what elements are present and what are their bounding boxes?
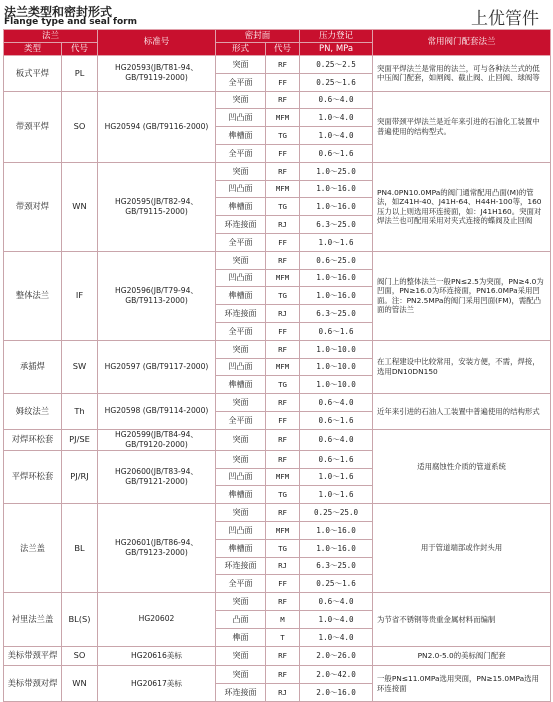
table-body [4,56,551,702]
seal-code: FF [266,144,300,162]
flange-code: BL(S) [62,593,98,646]
seal-form: 突面 [216,450,266,468]
table-row [4,91,551,109]
application-note: 突面带颈平焊法兰是近年来引进的石油化工装置中普遍使用的结构型式。 [373,91,551,162]
seal-code: TG [266,486,300,504]
pressure-range: 1.0～4.0 [300,610,373,628]
seal-form: 突面 [216,91,266,109]
pressure-range: 1.0～1.6 [300,233,373,251]
seal-form: 全平面 [216,233,266,251]
seal-form: 榫槽面 [216,287,266,305]
table-row [4,646,551,666]
pressure-range: 0.6～1.6 [300,144,373,162]
table-row [4,429,551,450]
seal-form: 突面 [216,56,266,74]
pressure-range: 1.0～16.0 [300,287,373,305]
header-pressure-unit: PN, MPa [300,43,373,56]
seal-form: 凸面 [216,610,266,628]
seal-code: RF [266,429,300,450]
pressure-range: 0.6～25.0 [300,251,373,269]
pressure-range: 1.0～16.0 [300,180,373,198]
header-seal-code: 代号 [266,43,300,56]
pressure-range: 0.6～4.0 [300,429,373,450]
flange-code: IF [62,251,98,340]
standard-number: HG20599(JB/T84-94、GB/T9120-2000) [98,429,216,450]
application-note: 适用腐蚀性介质的管道系统 [373,429,551,503]
page-subtitle: Flange type and seal form [4,17,137,27]
flange-type: 整体法兰 [4,251,62,340]
seal-form: 突面 [216,251,266,269]
flange-code: SO [62,91,98,162]
flange-code: SW [62,340,98,393]
seal-code: FF [266,73,300,91]
pressure-range: 6.3～25.0 [300,216,373,234]
seal-form: 突面 [216,504,266,522]
header-standard: 标准号 [98,30,216,56]
application-note: 阀门上的整体法兰一般PN≤2.5为突面，PN≥4.0为凹面，PN≥16.0为环连接面，PN16.0MPa采用凹面。注：PN2.5MPa的阀门采用凹面(FM)，需配凸面的管法兰 [373,251,551,340]
brand-logo-text: 上优管件 [471,9,539,29]
pressure-range: 1.0～4.0 [300,109,373,127]
pressure-range: 2.0～16.0 [300,684,373,702]
seal-code: FF [266,575,300,593]
seal-form: 全平面 [216,73,266,91]
seal-form: 凹凸面 [216,180,266,198]
seal-form: 榫面 [216,628,266,646]
application-note: PN2.0-5.0的美标阀门配套 [373,646,551,666]
pressure-range: 0.25～1.6 [300,575,373,593]
seal-code: RF [266,593,300,611]
seal-code: TG [266,127,300,145]
flange-code: WN [62,666,98,702]
seal-code: RJ [266,305,300,323]
flange-type: 美标带颈对焊 [4,666,62,702]
seal-form: 环连接面 [216,216,266,234]
application-note: PN4.0PN10.0MPa的阀门通常配用凸面(M)的管法，如Z41H-40、J41H-64、H44H-100等，160压力以上则选用环连接面，如：J41H160。突面对焊法兰也可配用采用对夹式连接的蝶阀及止回阀 [373,162,551,251]
table-row [4,162,551,180]
application-note: 近年来引进的石油人工装置中普遍使用的结构形式 [373,394,551,430]
pressure-range: 1.0～4.0 [300,628,373,646]
seal-code: RF [266,646,300,666]
seal-form: 全平面 [216,322,266,340]
pressure-range: 6.3～25.0 [300,557,373,575]
seal-code: RF [266,504,300,522]
header-code: 代号 [62,43,98,56]
seal-form: 突面 [216,394,266,412]
table-row [4,251,551,269]
seal-code: RJ [266,216,300,234]
seal-code: MFM [266,180,300,198]
seal-code: RJ [266,684,300,702]
flange-type: 法兰盖 [4,504,62,593]
seal-code: TG [266,198,300,216]
header-type: 类型 [4,43,62,56]
seal-form: 凹凸面 [216,358,266,376]
pressure-range: 2.0～26.0 [300,646,373,666]
seal-form: 全平面 [216,575,266,593]
standard-number: HG20617美标 [98,666,216,702]
pressure-range: 0.6～4.0 [300,91,373,109]
pressure-range: 0.6～1.6 [300,322,373,340]
pressure-range: 0.25～25.0 [300,504,373,522]
seal-form: 榫槽面 [216,198,266,216]
seal-code: RF [266,162,300,180]
header-application: 常用阀门配套法兰 [373,30,551,56]
seal-form: 突面 [216,593,266,611]
standard-number: HG20602 [98,593,216,646]
pressure-range: 1.0～16.0 [300,521,373,539]
application-note: 突面平焊法兰是常用的法兰，可与各种法兰式的低中压阀门配套，如闸阀、截止阀、止回阀、球阀等 [373,56,551,92]
seal-code: RF [266,56,300,74]
seal-code: M [266,610,300,628]
seal-code: MFM [266,521,300,539]
flange-code: WN [62,162,98,251]
pressure-range: 1.0～1.6 [300,486,373,504]
flange-type: 承插焊 [4,340,62,393]
seal-form: 突面 [216,646,266,666]
flange-type: 衬里法兰盖 [4,593,62,646]
seal-code: RF [266,666,300,684]
pressure-range: 1.0～10.0 [300,376,373,394]
standard-number: HG20593(JB/T81-94、GB/T9119-2000) [98,56,216,92]
seal-form: 榫槽面 [216,486,266,504]
flange-code: Th [62,394,98,430]
table-row [4,593,551,611]
seal-form: 榫槽面 [216,127,266,145]
standard-number: HG20597 (GB/T9117-2000) [98,340,216,393]
seal-code: FF [266,322,300,340]
flange-type: 带颈平焊 [4,91,62,162]
seal-code: TG [266,287,300,305]
pressure-range: 0.6～4.0 [300,593,373,611]
seal-form: 榫槽面 [216,376,266,394]
pressure-range: 1.0～10.0 [300,358,373,376]
seal-form: 突面 [216,340,266,358]
flange-code: PJ/RJ [62,450,98,503]
seal-form: 环连接面 [216,684,266,702]
seal-form: 突面 [216,666,266,684]
application-note: 一般PN≤11.0MPa选用突面，PN≥15.0MPa选用环连接面 [373,666,551,702]
pressure-range: 6.3～25.0 [300,305,373,323]
flange-code: PJ/SE [62,429,98,450]
table-row [4,394,551,412]
seal-code: MFM [266,269,300,287]
seal-form: 突面 [216,429,266,450]
flange-code: BL [62,504,98,593]
flange-type: 板式平焊 [4,56,62,92]
pressure-range: 1.0～1.6 [300,468,373,486]
seal-form: 全平面 [216,144,266,162]
seal-form: 环连接面 [216,305,266,323]
seal-form: 凹凸面 [216,468,266,486]
standard-number: HG20594 (GB/T9116-2000) [98,91,216,162]
header-flange: 法兰 [4,30,98,43]
seal-form: 突面 [216,162,266,180]
standard-number: HG20595(JB/T82-94、GB/T9115-2000) [98,162,216,251]
seal-code: FF [266,233,300,251]
pressure-range: 1.0～16.0 [300,539,373,557]
seal-form: 凹凸面 [216,269,266,287]
pressure-range: 0.6～1.6 [300,411,373,429]
application-note: 为节省不锈钢等贵重金属材料而编制 [373,593,551,646]
flange-type: 美标带颈平焊 [4,646,62,666]
header-seal: 密封面 [216,30,300,43]
application-note: 在工程建设中比较常用，安装方便，不需，焊接，选用DN10DN150 [373,340,551,393]
seal-code: RJ [266,557,300,575]
table-row [4,504,551,522]
flange-type: 平焊环松套 [4,450,62,503]
header-pressure: 压力登记 [300,30,373,43]
pressure-range: 1.0～10.0 [300,340,373,358]
pressure-range: 1.0～16.0 [300,198,373,216]
table-row [4,666,551,684]
pressure-range: 1.0～16.0 [300,269,373,287]
pressure-range: 0.6～1.6 [300,450,373,468]
pressure-range: 0.25～1.6 [300,73,373,91]
table-row [4,56,551,74]
seal-form: 凹凸面 [216,109,266,127]
seal-code: RF [266,450,300,468]
pressure-range: 0.6～4.0 [300,394,373,412]
flange-code: PL [62,56,98,92]
application-note: 用于管道端部或作封头用 [373,504,551,593]
page-title: 法兰类型和密封形式 [4,5,113,19]
seal-code: TG [266,376,300,394]
standard-number: HG20598 (GB/T9114-2000) [98,394,216,430]
seal-code: RF [266,91,300,109]
seal-form: 榫槽面 [216,539,266,557]
standard-number: HG20616美标 [98,646,216,666]
flange-type: 姆纹法兰 [4,394,62,430]
pressure-range: 1.0～4.0 [300,127,373,145]
flange-type: 对焊环松套 [4,429,62,450]
seal-code: MFM [266,358,300,376]
table-row [4,340,551,358]
seal-form: 环连接面 [216,557,266,575]
seal-code: MFM [266,109,300,127]
standard-number: HG20601(JB/T86-94、GB/T9123-2000) [98,504,216,593]
seal-code: TG [266,539,300,557]
pressure-range: 1.0～25.0 [300,162,373,180]
seal-code: RF [266,251,300,269]
flange-code: SO [62,646,98,666]
seal-code: RF [266,340,300,358]
header-seal-form: 形式 [216,43,266,56]
flange-table [3,29,551,702]
seal-form: 全平面 [216,411,266,429]
seal-code: MFM [266,468,300,486]
pressure-range: 2.0～42.0 [300,666,373,684]
standard-number: HG20596(JB/T79-94、GB/T9113-2000) [98,251,216,340]
seal-form: 凹凸面 [216,521,266,539]
standard-number: HG20600(JB/T83-94、GB/T9121-2000) [98,450,216,503]
seal-code: RF [266,394,300,412]
pressure-range: 0.25～2.5 [300,56,373,74]
flange-type: 带颈对焊 [4,162,62,251]
seal-code: T [266,628,300,646]
seal-code: FF [266,411,300,429]
